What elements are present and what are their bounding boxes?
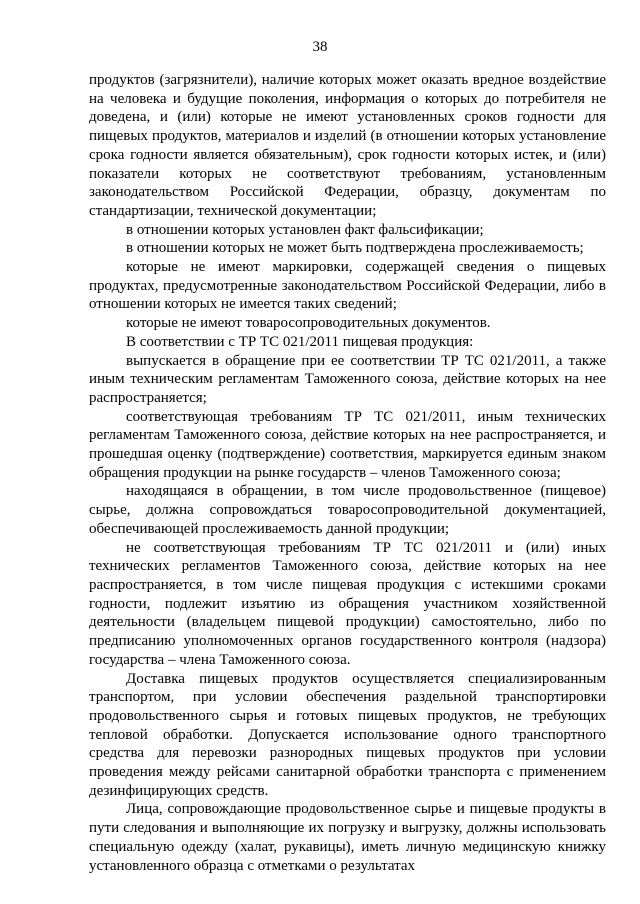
- paragraph: соответствующая требованиям ТР ТС 021/2011, иным технических регламентам Таможенного союза, действие которых на нее распространяется, и прошедшая оценку (подтверждение) соответствия, маркируется единым знаком обращения продукции на рынке государств – членов Таможенного союза;: [89, 408, 606, 481]
- paragraph: В соответствии с ТР ТС 021/2011 пищевая продукция:: [126, 333, 474, 350]
- paragraph: продуктов (загрязнители), наличие которых может оказать вредное воздействие на человека и будущие поколения, информация о которых до потребителя не доведена, и (или) которые не имеют установленных сроков годности для пищевых продуктов, материалов и изделий (в отношении которых установление срока годности является обязательным), срок годности которых истек, и (или) показатели которых не соответствуют требованиям, установленным законодательством Российской Федерации, образцу, документам по стандартизации, технической документации;: [89, 72, 606, 219]
- paragraph: которые не имеют маркировки, содержащей сведения о пищевых продуктах, предусмотренные законодательством Российской Федерации, либо в отношении которых не имеется таких сведений;: [89, 259, 606, 313]
- paragraph: которые не имеют товаросопроводительных документов.: [126, 315, 491, 332]
- paragraph: находящаяся в обращении, в том числе продовольственное (пищевое) сырье, должна сопровождаться товаросопроводительной документацией, обеспечивающей прослеживаемость данной продукции;: [89, 483, 606, 537]
- page-number: 38: [312, 39, 328, 55]
- paragraph: Доставка пищевых продуктов осуществляется специализированным транспортом, при условии обеспечения раздельной транспортировки продовольственного сырья и готовых пищевых продуктов, не требующих тепловой обработки. Допускается использование одного транспортного средства для перевозки разнородных пищевых продуктов при условии проведения между рейсами санитарной обработки транспорта с применением дезинфицирующих средств.: [89, 670, 606, 799]
- paragraph: Лица, сопровождающие продовольственное сырье и пищевые продукты в пути следования и выполняющие их погрузку и выгрузку, должны использовать специальную одежду (халат, рукавицы), иметь личную медицинскую книжку установленного образца с отметками о результатах: [89, 801, 606, 874]
- paragraph: в отношении которых не может быть подтверждена прослеживаемость;: [126, 240, 584, 257]
- body-text: [89, 71, 606, 875]
- paragraph: в отношении которых установлен факт фальсификации;: [126, 221, 484, 238]
- paragraph: выпускается в обращение при ее соответствии ТР ТС 021/2011, а также иным техническим регламентам Таможенного союза, действие которых на нее распространяется;: [89, 352, 606, 406]
- paragraph: не соответствующая требованиям ТР ТС 021/2011 и (или) иных технических регламентов Таможенного союза, действие которых на нее распространяется, в том числе пищевая продукция с истекшими сроками годности, подлежит изъятию из обращения участником хозяйственной деятельности (владельцем пищевой продукции) самостоятельно, либо по предписанию уполномоченных органов государственного контроля (надзора) государства – члена Таможенного союза.: [89, 539, 606, 668]
